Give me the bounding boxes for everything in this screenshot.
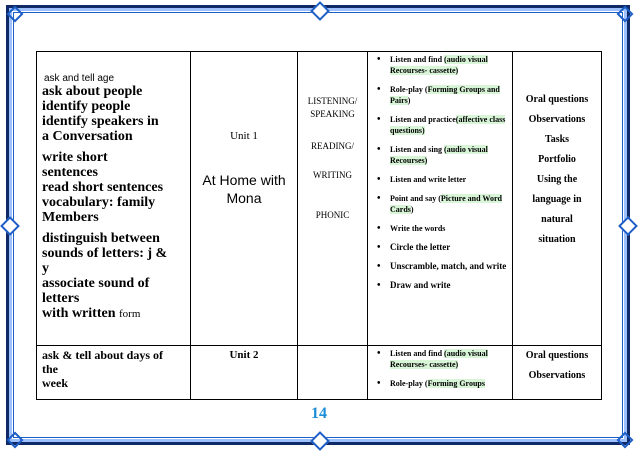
activity-item: [368, 223, 508, 234]
activity-text: Listen and find: [390, 349, 445, 358]
activity-text: Circle the letter: [390, 242, 451, 252]
corner-ornament: [615, 4, 633, 22]
activity-text: Unscramble, match, and write: [390, 261, 507, 271]
activity-item: [368, 280, 508, 291]
assessment-cell: [513, 346, 602, 400]
activity-item: • Role-play (Forming Groups and Pairs): [368, 84, 508, 106]
objective-line: associate sound of: [42, 276, 150, 291]
activity-item: [368, 54, 508, 76]
assessment-item: language in: [532, 194, 582, 205]
activity-item: [368, 242, 508, 253]
assessment-item: situation: [538, 234, 576, 245]
objective-line: distinguish between: [42, 231, 160, 246]
page-number: 14: [311, 405, 327, 422]
objectives-cell: [37, 346, 191, 400]
activity-text: Draw and write: [390, 280, 451, 290]
objectives-cell: [37, 52, 191, 346]
skills-cell: [298, 346, 368, 400]
objective-line: Members: [42, 210, 99, 225]
activity-item: [368, 261, 508, 272]
activity-resource: Forming Groups and Pairs: [390, 85, 500, 105]
assessment-item: Oral questions: [525, 94, 589, 105]
objective-line: ask about people: [42, 84, 143, 99]
activity-resource: Forming Groups: [427, 379, 485, 388]
skill-label: LISTENING/: [307, 96, 358, 106]
assessment-item: natural: [541, 214, 573, 225]
unit-cell: [191, 346, 298, 400]
objective-line: letters: [42, 291, 80, 306]
activities-cell: [368, 52, 513, 346]
skill-label: SPEAKING: [310, 109, 355, 119]
objective-line: write short: [42, 150, 108, 165]
curriculum-table: [36, 51, 602, 400]
activity-text: Role-play (: [390, 85, 428, 94]
corner-ornament: [5, 4, 23, 22]
activity-item: • Point and say (Picture and Word Cards): [368, 193, 508, 215]
objective-heading: ask and tell age: [44, 73, 115, 84]
activities-list: [368, 346, 512, 399]
objective-line: identify people: [42, 99, 131, 114]
activity-text: Point and say (: [390, 194, 441, 203]
activity-item: [368, 174, 508, 185]
corner-ornament: [5, 430, 23, 448]
objective-text: form: [119, 308, 141, 320]
objective-line: ask & tell about days of: [42, 348, 164, 362]
activity-text: Listen and find: [390, 55, 445, 64]
skills-cell: [298, 52, 368, 346]
objective-line: a Conversation: [42, 129, 133, 144]
objective-text: with written: [42, 306, 119, 321]
assessment-item: Observations: [528, 370, 586, 381]
activity-item: [368, 378, 508, 389]
objective-line: read short sentences: [42, 180, 164, 195]
table-row: [37, 346, 602, 400]
activity-item: [368, 348, 508, 370]
activity-text: Write the words: [390, 224, 446, 233]
activity-text: Role-play (: [390, 379, 428, 388]
objective-line: the: [42, 362, 58, 376]
objective-line: [42, 306, 187, 322]
skill-label: WRITING: [313, 170, 352, 180]
objective-line: sentences: [42, 165, 98, 180]
activity-item: [368, 114, 508, 136]
unit-title: At Home with Mona: [202, 172, 286, 206]
objective-line: identify speakers in: [42, 114, 159, 129]
assessment-item: Using the: [536, 174, 578, 185]
assessment-item: Observations: [528, 114, 586, 125]
assessment-item: Portfolio: [538, 154, 576, 165]
activities-cell: [368, 346, 513, 400]
activity-text: Listen and write letter: [390, 175, 467, 184]
activity-text: Listen and practice: [390, 115, 456, 124]
activity-resource: (audio visual Recourses- cassette): [390, 349, 488, 369]
skill-label: PHONIC: [315, 210, 350, 220]
objective-line: vocabulary: family: [42, 195, 156, 210]
activity-resource: (audio visual Recourses- cassette): [390, 55, 488, 75]
table-row: [37, 52, 602, 346]
corner-ornament: [615, 430, 633, 448]
activity-resource: (affective class questions): [390, 115, 506, 135]
assessment-item: Oral questions: [525, 350, 589, 361]
unit-label: Unit 2: [229, 349, 259, 361]
objective-line: week: [42, 376, 68, 390]
unit-label: Unit 1: [230, 130, 258, 142]
objective-line: sounds of letters: j &: [42, 246, 168, 261]
activity-resource: Picture and Word Cards: [390, 194, 502, 214]
assessment-cell: [513, 52, 602, 346]
unit-cell: [191, 52, 298, 346]
assessment-item: Tasks: [544, 134, 570, 145]
activities-list: [368, 52, 512, 301]
activity-resource: (audio visual Recourses): [390, 145, 488, 165]
activity-item: [368, 144, 508, 166]
objective-line: y: [42, 261, 49, 276]
skill-label: READING/: [311, 141, 354, 151]
activity-text: Listen and sing: [390, 145, 445, 154]
